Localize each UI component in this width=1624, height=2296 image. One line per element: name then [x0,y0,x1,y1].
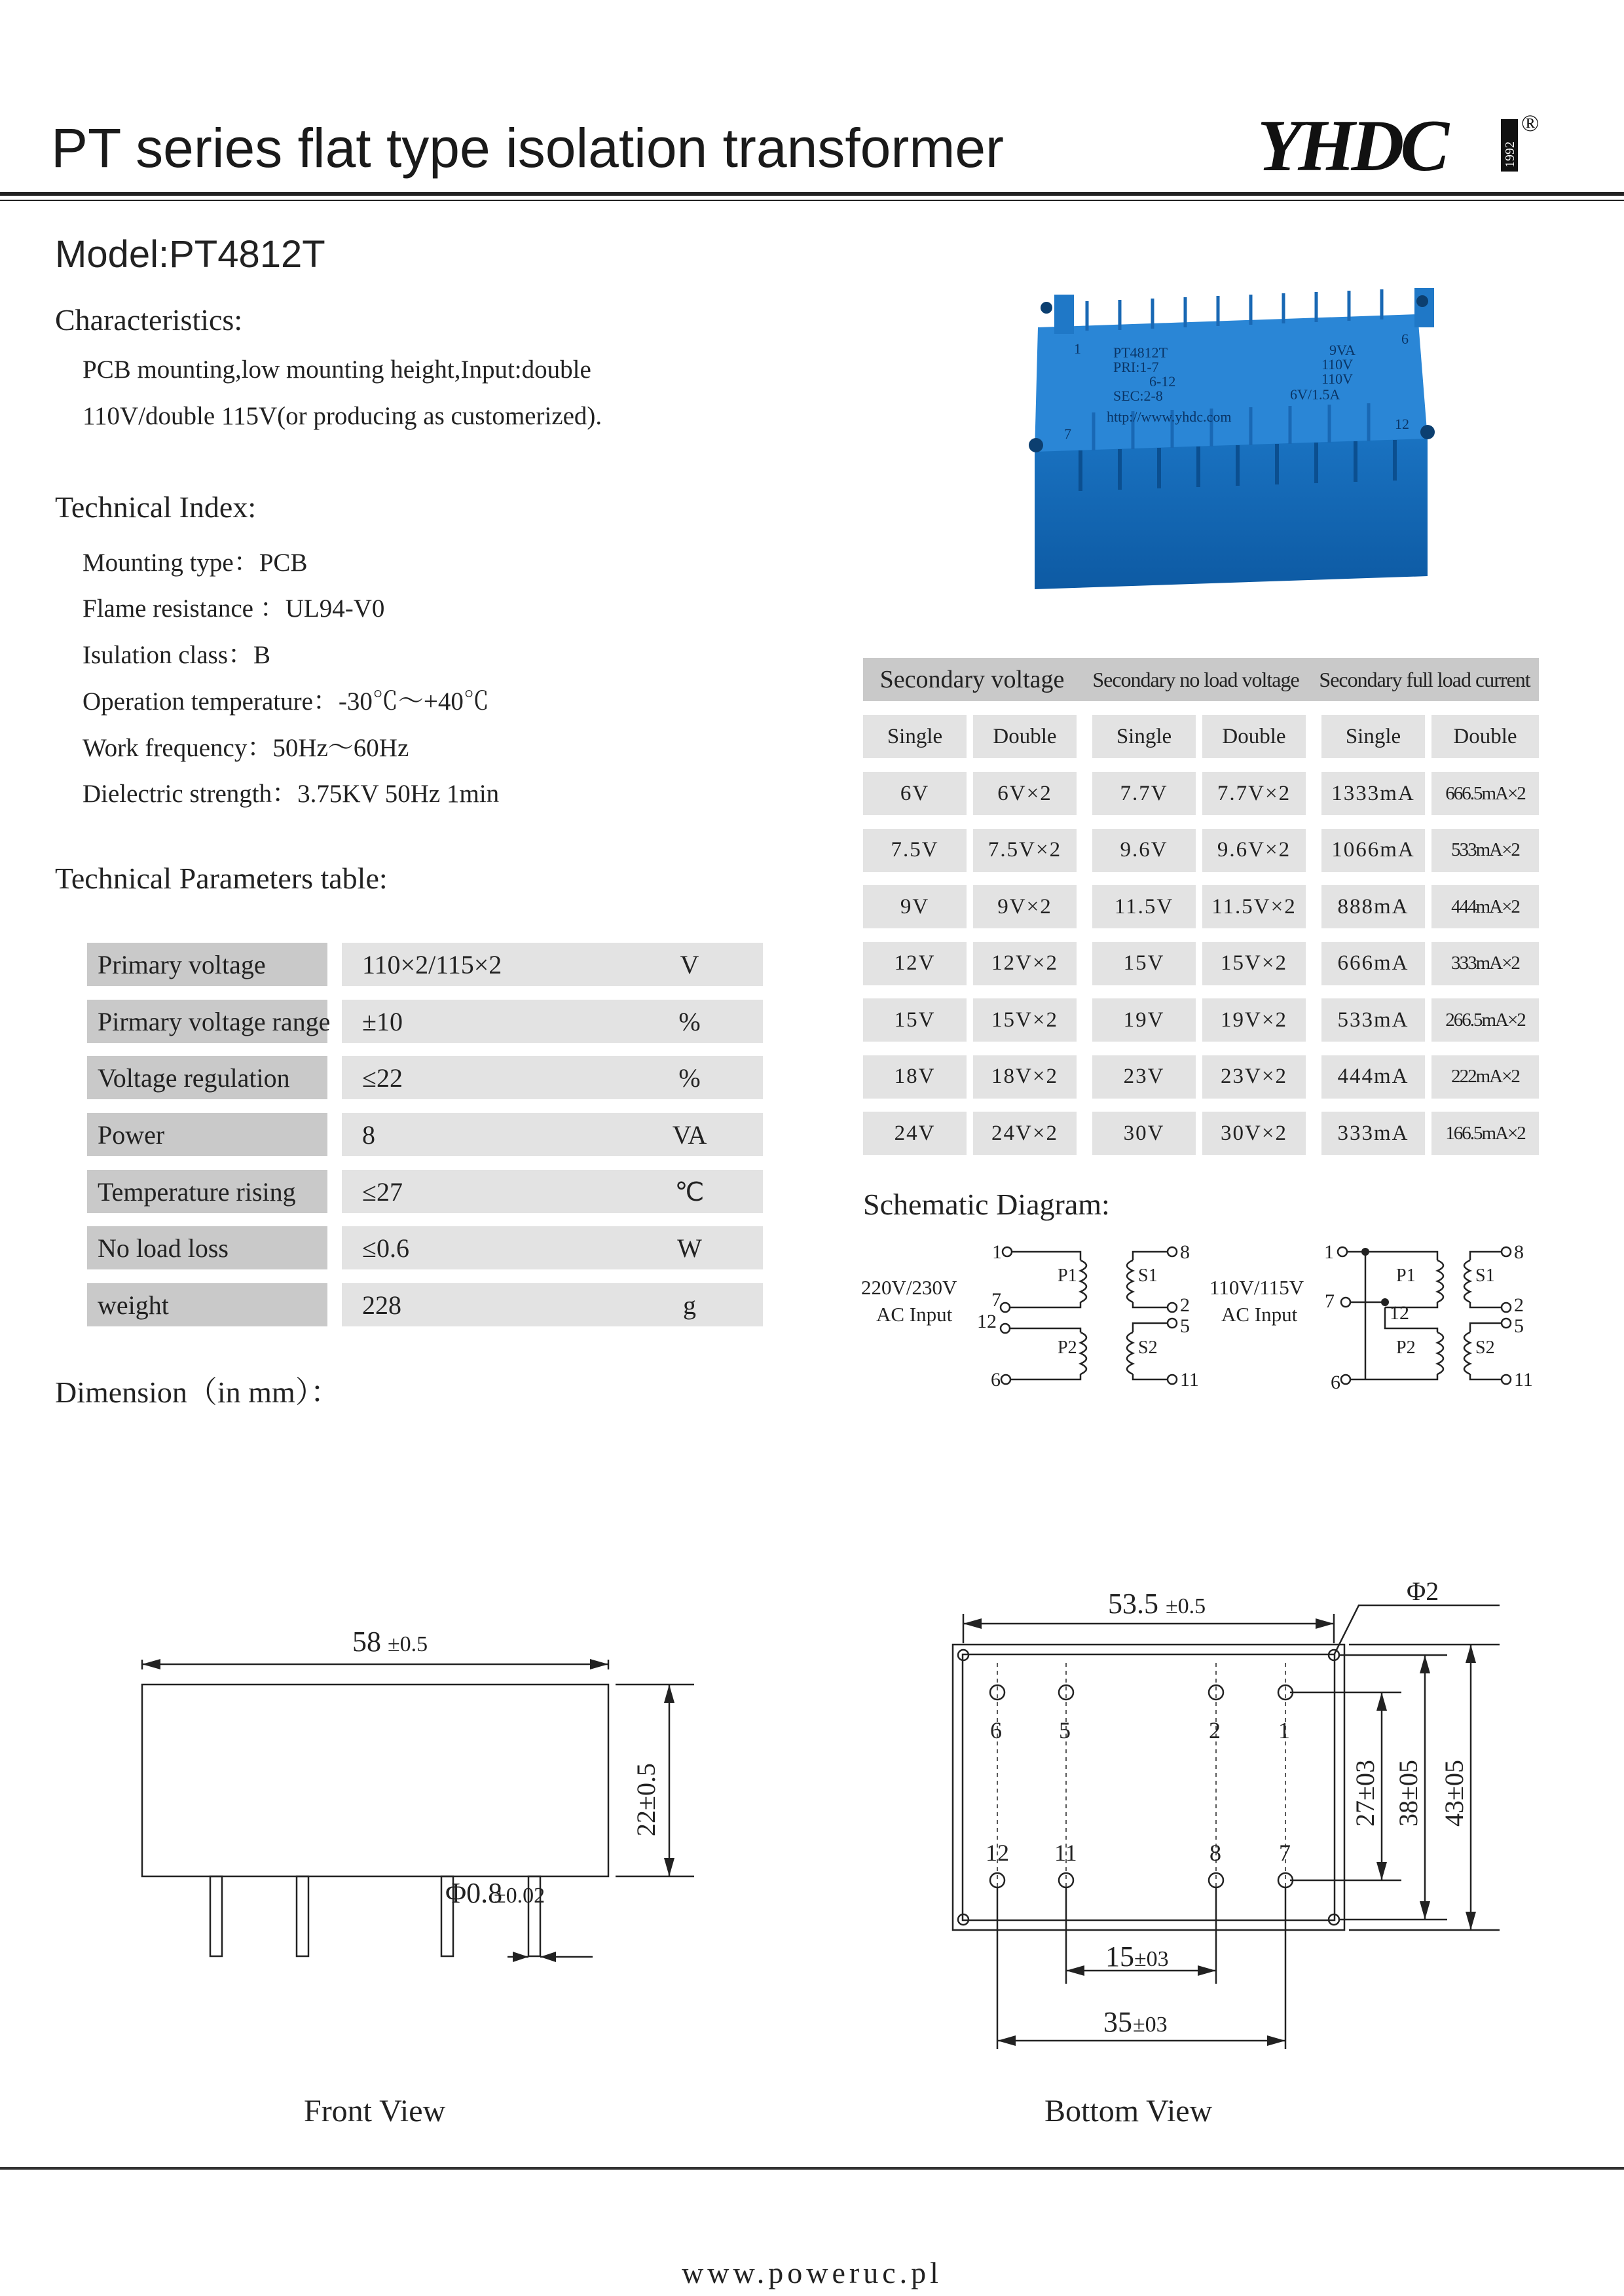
pin-label: 2 [1514,1294,1524,1316]
pin-pitch-15: 15 [1105,1941,1134,1973]
table-cell: 9V×2 [973,885,1077,928]
table-cell: 666mA [1321,942,1425,985]
param-name: Temperature rising [98,1177,296,1207]
pin-label: 12 [977,1311,997,1332]
pin-label: 1 [1324,1241,1334,1263]
schematic-heading: Schematic Diagram: [863,1188,1110,1221]
table-cell: 15V×2 [973,998,1077,1042]
pin-pitch-15-tol: ±03 [1134,1947,1169,1971]
table-cell: 12V [863,942,967,985]
logo-text: YHDC [1257,105,1446,187]
table-cell: 333mA×2 [1431,942,1539,985]
table-cell: 11.5V [1092,885,1196,928]
pin-label: 8 [1180,1241,1190,1263]
pin-pitch-35: 35 [1103,2006,1132,2038]
photo-label-url: http://www.yhdc.com [1107,409,1232,425]
table-cell: 24V [863,1112,967,1155]
pin-label: 12 [1390,1302,1409,1324]
characteristics-line: 110V/double 115V(or producing as customerized). [83,402,602,430]
index-line: Isulation class：B [83,641,271,669]
coil-label: P2 [1396,1338,1416,1358]
column-subheader: Double [1202,715,1306,758]
column-header: Secondary voltage [863,658,1081,701]
column-subheader: Double [973,715,1077,758]
parameters-table [87,943,763,1329]
table-cell: 19V [1092,998,1196,1042]
column-subheader: Double [1431,715,1539,758]
pin-label: 8 [1514,1241,1524,1263]
pin-diameter-tol: ±0.02 [494,1884,545,1908]
pin-label: 6 [991,1369,1001,1391]
table-cell: 6V×2 [973,772,1077,815]
coil-label: S1 [1138,1266,1158,1286]
coil-label: P1 [1396,1266,1416,1286]
table-cell: 9.6V [1092,829,1196,872]
column-subheader: Single [1321,715,1425,758]
column-header: Secondary full load current [1310,658,1539,701]
pin-number: 1 [1278,1717,1290,1743]
brand-logo [1257,105,1540,187]
dim-h1: 27±03 [1350,1760,1380,1827]
technical-index-heading: Technical Index: [55,490,257,524]
param-value: ±10 [362,1007,403,1036]
index-line: Flame resistance ：UL94-V0 [83,594,385,623]
table-cell: 11.5V×2 [1202,885,1306,928]
table-cell: 7.7V [1092,772,1196,815]
photo-corner-7: 7 [1064,426,1071,442]
bottom-view-drawing [930,1565,1532,2075]
column-header: Secondary no load voltage [1081,658,1310,701]
header-rule-thick [0,192,1624,196]
hole-diameter: Φ2 [1407,1576,1439,1606]
input-label: 220V/230V [861,1276,957,1299]
param-name: Pirmary voltage range [98,1007,331,1036]
table-cell: 333mA [1321,1112,1425,1155]
footer-url[interactable]: www.poweruc.pl [682,2256,942,2289]
parameters-heading: Technical Parameters table: [55,862,388,895]
pin-label: 5 [1180,1315,1190,1337]
photo-corner-12: 12 [1395,416,1409,432]
front-height: 22±0.5 [631,1763,661,1836]
registered-mark: ® [1521,110,1540,136]
index-line: Mounting type：PCB [83,549,308,577]
table-cell: 23V×2 [1202,1055,1306,1099]
pin-label: 6 [1331,1372,1340,1393]
photo-label-line: 6-12 [1149,373,1176,390]
param-unit: V [680,950,699,979]
photo-label-right: 6V/1.5A [1290,386,1340,403]
pin-number: 8 [1209,1840,1221,1866]
coil-label: S2 [1138,1338,1158,1358]
param-name: Primary voltage [98,950,266,979]
pin-label: 1 [992,1241,1002,1263]
table-cell: 9.6V×2 [1202,829,1306,872]
coil-label: S2 [1475,1338,1495,1358]
table-cell: 166.5mA×2 [1431,1112,1539,1155]
table-cell: 15V [1092,942,1196,985]
header-rule-thin [0,200,1624,201]
param-value: 8 [362,1120,375,1150]
table-cell: 444mA [1321,1055,1425,1099]
table-cell: 19V×2 [1202,998,1306,1042]
table-cell: 533mA [1321,998,1425,1042]
param-value: 110×2/115×2 [362,950,502,979]
column-subheader: Single [863,715,967,758]
product-photo [1008,275,1454,596]
front-view-drawing [118,1597,707,2016]
pin-label: 7 [991,1289,1001,1311]
table-cell: 9V [863,885,967,928]
footer-rule [0,2167,1624,2170]
param-unit: W [677,1233,702,1263]
param-unit: % [678,1007,701,1036]
table-cell: 24V×2 [973,1112,1077,1155]
photo-label-right: 9VA [1329,342,1356,358]
table-cell: 15V [863,998,967,1042]
index-line: Dielectric strength：3.75KV 50Hz 1min [83,780,500,808]
front-width-tol: ±0.5 [388,1632,428,1656]
pin-number: 11 [1054,1840,1077,1866]
pin-label: 2 [1180,1294,1190,1316]
param-name: Voltage regulation [98,1063,290,1093]
coil-label: S1 [1475,1266,1495,1286]
table-cell: 12V×2 [973,942,1077,985]
table-cell: 1333mA [1321,772,1425,815]
pin-number: 12 [986,1840,1009,1866]
table-cell: 533mA×2 [1431,829,1539,872]
characteristics-line: PCB mounting,low mounting height,Input:double [83,355,591,384]
table-cell: 15V×2 [1202,942,1306,985]
coil-label: P2 [1058,1338,1077,1358]
photo-label-right: 110V [1321,371,1354,387]
photo-corner-6: 6 [1401,331,1409,347]
pin-number: 6 [990,1717,1002,1743]
index-line: Work frequency：50Hz～60Hz [83,734,409,762]
photo-label-right: 110V [1321,356,1354,373]
param-unit: % [678,1063,701,1093]
pin-label: 5 [1514,1315,1524,1337]
input-label: AC Input [876,1303,953,1326]
photo-label-line: PT4812T [1113,344,1168,361]
logo-year: 1992 [1503,141,1517,168]
pin-diameter: Φ0.8 [445,1877,503,1909]
column-subheader: Single [1092,715,1196,758]
table-cell: 666.5mA×2 [1431,772,1539,815]
table-cell: 266.5mA×2 [1431,998,1539,1042]
param-name: Power [98,1120,165,1150]
param-unit: g [683,1290,696,1320]
yhdc-logo-graphic [1257,105,1540,187]
characteristics-heading: Characteristics: [55,303,243,337]
table-cell: 7.5V×2 [973,829,1077,872]
param-name: weight [98,1290,169,1320]
pin-number: 5 [1059,1717,1071,1743]
pin-label: 7 [1325,1290,1335,1312]
dim-h3: 43±05 [1439,1760,1469,1827]
param-unit: ℃ [674,1177,705,1207]
front-view-caption: Front View [304,2094,446,2128]
pin-number: 7 [1279,1840,1291,1866]
input-label: 110V/115V [1209,1276,1304,1299]
pin-label: 11 [1514,1369,1533,1391]
table-cell: 7.7V×2 [1202,772,1306,815]
dim-h2: 38±05 [1393,1760,1423,1827]
pin-number: 2 [1209,1717,1221,1743]
front-width: 58 [352,1626,381,1658]
table-cell: 222mA×2 [1431,1055,1539,1099]
param-value: ≤27 [362,1177,403,1207]
param-value: ≤22 [362,1063,403,1093]
input-label: AC Input [1221,1303,1298,1326]
table-cell: 30V [1092,1112,1196,1155]
photo-label-line: PRI:1-7 [1113,359,1159,375]
bottom-width: 53.5 [1108,1588,1158,1620]
table-cell: 23V [1092,1055,1196,1099]
pin-pitch-35-tol: ±03 [1133,2013,1168,2037]
param-value: ≤0.6 [362,1233,409,1263]
page-title: PT series flat type isolation transformer [51,117,1005,179]
photo-label-line: SEC:2-8 [1113,388,1163,404]
pin-label: 11 [1180,1369,1199,1391]
param-name: No load loss [98,1233,229,1263]
table-cell: 7.5V [863,829,967,872]
bottom-view-caption: Bottom View [1044,2094,1213,2128]
table-cell: 888mA [1321,885,1425,928]
model-name: Model:PT4812T [55,233,325,276]
table-cell: 1066mA [1321,829,1425,872]
table-cell: 18V×2 [973,1055,1077,1099]
schematic-diagram [858,1234,1552,1391]
photo-corner-1: 1 [1074,340,1081,357]
table-cell: 6V [863,772,967,815]
table-cell: 30V×2 [1202,1112,1306,1155]
secondary-table [863,658,1539,1156]
dimension-heading: Dimension（in mm）： [55,1376,341,1409]
param-unit: VA [672,1120,707,1150]
table-cell: 18V [863,1055,967,1099]
param-value: 228 [362,1290,401,1320]
table-cell: 444mA×2 [1431,885,1539,928]
bottom-width-tol: ±0.5 [1166,1594,1206,1618]
coil-label: P1 [1058,1266,1077,1286]
index-line: Operation temperature：-30℃～+40℃ [83,687,489,716]
